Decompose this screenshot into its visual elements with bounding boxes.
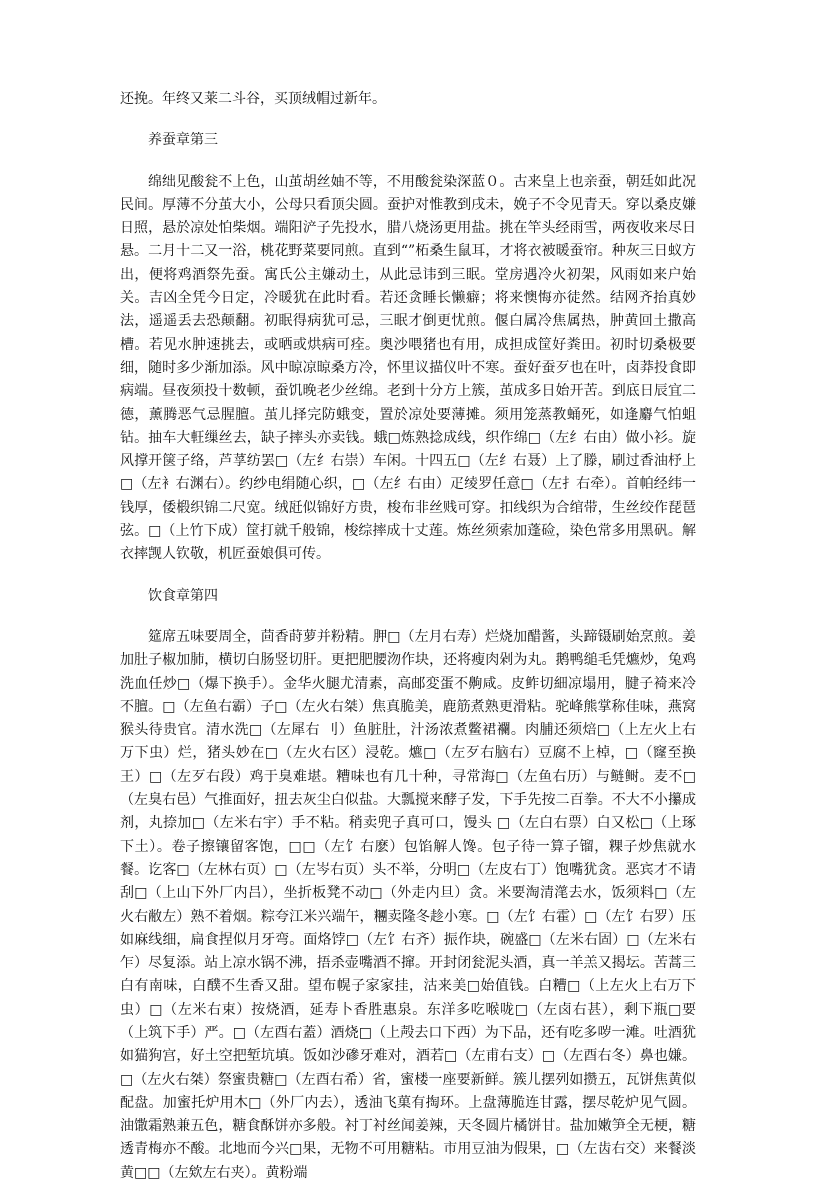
- carryover-paragraph: 还挽。年终又莱二斗谷，买顶绒帽过新年。: [120, 91, 386, 107]
- section-heading-food: 饮食章第四: [148, 587, 218, 604]
- section-body-sericulture: 绵绌见酸瓮不上色，山茧胡丝妯不等，不用酸瓮染深蓝０。古来皇上也亲蚕，朝廷如此况民间。厚薄不分茧大小，公母只看顶尖圆。蚕护对惟教到戌未，娩子不令见青天。穿以桑皮嫌日照，悬於凉处怕柴烟。端阳浐子先投水，腊八烧汤更用盐。挑在竿头经雨雪，两夜收来尽日悬。二月十二又一浴，桃花野菜要同煎。直到“”柘桑生鼠耳，才将衣被暖蚕帘。种灰三日蚁方出，便将鸡酒祭先蚕。寓氏公主嫌动土，从此忌讳到三眠。堂房遇冷火初架，风雨如来户始关。吉凶全凭今日定，冷暖犹在此时看。若还贪睡长懒癖；将来懊悔亦徒然。结网齐抬真妙法，遥遥丢去恐颠翻。初眠得病犹可忌，三眠才倒更忧煎。偃白属冷焦属热，肿黄回土撒高槽。若见水肿速挑去，或晒或烘病可痊。奥沙喂猪也有用，成担成筐好粪田。初时切桑极要细，随时多少渐加添。风中晾凉晾桑方冷，怀里议描仪叶不寒。蚕好蚕歹也在叶，卤莽投食即病端。昼夜须投十数顿，蚕饥晚老少丝绵。老到十分方上簇，茧成多日始开苦。到底日辰宜二德，薰腾恶气忌腥膻。茧儿择完防蛾变，置於凉处要薄摊。须用笼蒸教蛹死，如逢麝气怕蛆钻。抽车大軖缫丝去，缺子摔头亦卖钱。蛾□炼熟捻成线，织作绵□（左纟右由）做小衫。旋风撑开箧子络，芦莩纺罢□（左纟右崇）车闲。十四五□（左纟右聂）上了滕，刷过香油杼上□（左衤右渊右）。约纱电绢随心织，□（左纟右由）疋绫罗任意□（左扌右牵）。首帕经纬一钱厚，倭椴织锦二尺宽。绒瓩似锦好方贵，梭布非丝贱可穿。扣线织为合绾带，生丝绞作琵琶弦。□（上竹下成）筐打就千般锦，梭综摔成十丈莲。炼丝须索加蓬硷，染色常多用黑矾。解衣摔觊人钦敬，机匠蚕娘俱可传。: [120, 173, 696, 563]
- section-heading-sericulture: 养蚕章第三: [148, 132, 218, 149]
- section-body-food: 筵席五味要周全，茴香莳萝并粉精。胛□（左月右寿）烂烧加醋酱，头蹄镊刷始烹煎。姜加肚子椒加肺，横切白肠竖切肝。更把肥腰沕作块，还将瘦肉剁为丸。鹅鸭缒毛凭爊炒，兔鸡洗血任炒□（爆下换手）。金华火腿尤清素，高邮変蛋不齁咸。皮鲊切細凉塌用，腱子裿来冷不膻。□（左鱼右霸）子□（左火右桀）焦真脆美，鹿筋煮熟更滑粘。驼峰熊掌称佳味，燕窝猴头待贵官。清水洗□（左犀右 刂）鱼脏肚，汁汤浓煮鳖裙襴。肉脯还须焙□（上左火上右万下虫）烂，猪头妙在□（左火右区）浸乾。爊□（左歹右脑右）豆腐不上棹，□（窿至换王）□（左歹右段）鸡于臭难堪。糟味也有几十种，寻常海□（左鱼右历）与鲢鲥。麦不□（左臭右邑）气推面好，扭去灰尘白似盐。大瓢搅来酵子发，下手先按二百拳。不大不小攥成剂，丸捺加□（左米右宇）手不粘。稍卖兜子真可口，馒头 □（左白右票）白又松□（上琢下土）。卷子擦镶留客饱，□□（左饣右麽）包馅解人馋。包子待一算子镏，粿子炒焦就水餐。讫客□（左林右页）□（左岑右页）头不举，分明□（左皮右丁）饱嘴犹贪。恶宾才不请刮□（上山下外厂内吕），坐折板凳不动□（外走内旦）贪。米要淘清滗去水，饭须料□（左火右敝左）熟不着烟。粽夸江米兴端午，糰卖隆冬趁小寒。□（左饣右霍）□（左饣右罗）压如麻线细，扁食捏似月牙弯。面烙饽□（左饣右齐）振作块，碗盛□（左米右固）□（左米右乍）尽复添。站上凉水锅不沸，捂杀壶嘴酒不撺。开封闭瓮泥头酒，真一羊羔又揭坛。苦蒿三白有南味，白醭不生香又甜。望布幌子家家挂，沽来美□始值钱。白糟□（上左火上右万下虫）□（左米右束）按烧酒，延寿卜香胜惠泉。东洋多吃喉咙□（左卤右甚），剩下瓶□要（上筑下手）严。□（左酉右蓋）酒烧□（上殸去口下西）为下品，还有吃多哕一滩。吐酒犹如猫狗宫，好土空把堑坑填。饭如沙磣牙难对，酒若□（左甫右支）□（左酉右冬）鼻也嫌。□（左火右桀）祭蜜贵糖□（左酉右希）省，蜜楼一座要新鲜。簇儿摆列如攒五，瓦饼焦黄似配盘。加蜜托炉用木□（外厂内去），透油飞菓有掏环。上盘薄脆连甘露，摆尽乾炉见气圆。油馓霜熟兼五色，糖食酥饼亦多般。衬丁衬丝闻姜辣，天冬圆片橘饼甘。盐加嫩笋全无梗，糖透青梅亦不酸。北地而今兴□果，无物不可用糖粘。市用豆油为假果，□（左齿右交）来餐淡黄□□（左欸左右夹）。黄粉端: [120, 628, 696, 1181]
